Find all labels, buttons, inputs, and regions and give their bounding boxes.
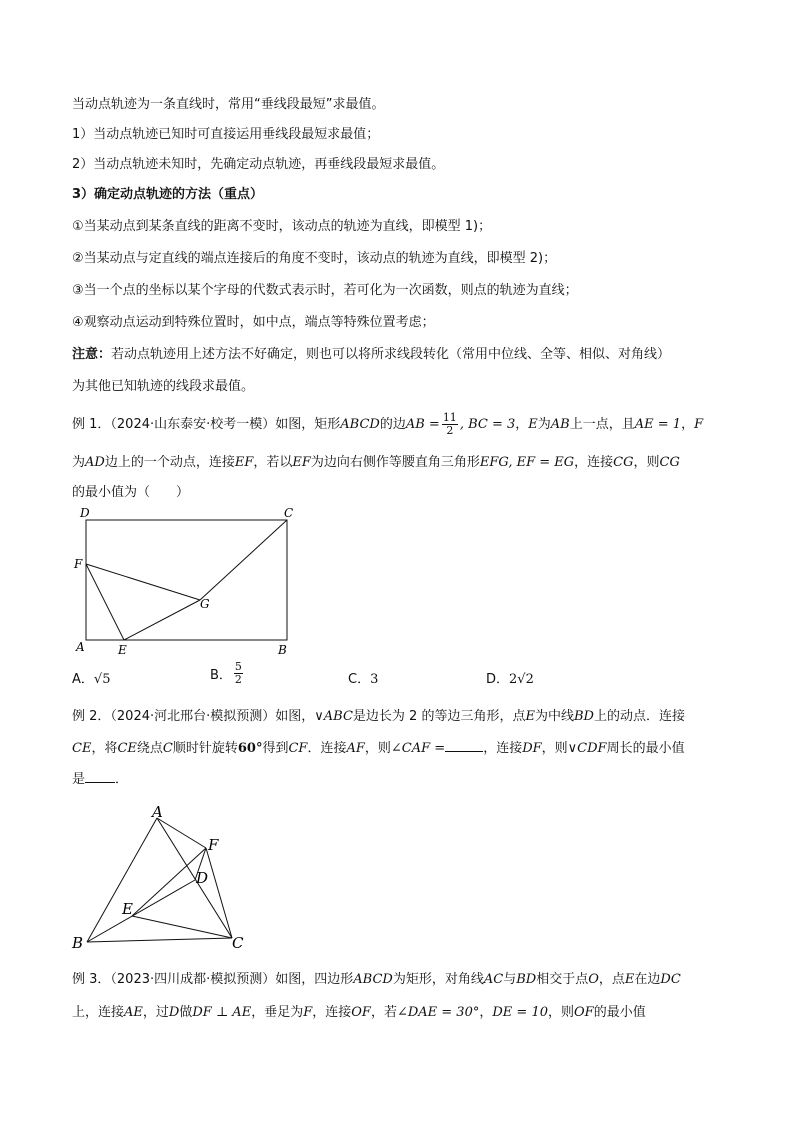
note-text: 若动点轨迹用上述方法不好确定，则也可以将所求线段转化（常用中位线、全等、相似、对角线）	[111, 347, 671, 362]
segment-fg	[86, 564, 200, 600]
answer-blank-2[interactable]	[85, 770, 115, 783]
label-c: C	[284, 506, 294, 520]
ex1-fraction: $\frac{11}{2}$	[442, 411, 457, 437]
option-d[interactable]: D．2√2	[486, 672, 534, 687]
ex2-figure	[65, 800, 265, 955]
label-a: A	[152, 803, 163, 821]
option-c[interactable]: C．3	[348, 672, 379, 687]
label-e: E	[122, 900, 133, 918]
ex2-line-2: CE，将CE绕点C顺时针旋转60°得到CF．连接AF，则∠CAF = ，连接DF，则∨CDF周长的最小值	[72, 741, 685, 756]
note-label: 注意：	[72, 347, 112, 362]
label-d: D	[80, 506, 90, 520]
segment-bc	[87, 938, 232, 942]
rectangle-abcd	[86, 520, 287, 640]
method-2: ②当某动点与定直线的端点连接后的角度不变时，该动点的轨迹为直线，即模型 2)；	[72, 251, 557, 266]
label-c: C	[232, 934, 244, 952]
intro-line-3: 2）当动点轨迹未知时，先确定动点轨迹，再垂线段最短求最值。	[72, 157, 445, 172]
segment-ab	[87, 818, 157, 942]
segment-ec	[132, 916, 232, 938]
ex1-figure	[70, 505, 310, 660]
ex3-line-1: 例 3．（2023·四川成都·模拟预测）如图，四边形ABCD为矩形，对角线AC与BD相交于点O，点E在边DC	[72, 972, 681, 987]
label-f: F	[208, 836, 219, 854]
segment-eg	[124, 600, 200, 640]
ex1-line-1: 例 1．（2024·山东泰安·校考一模）如图，矩形ABCD的边AB = $\frac{11}{2}$ , BC = 3，E为AB上一点，且AE = 1，F	[72, 411, 704, 437]
label-g: G	[200, 597, 210, 611]
segment-ef	[132, 848, 209, 916]
intro-line-1: 当动点轨迹为一条直线时，常用“垂线段最短”求最值。	[72, 97, 385, 112]
ex2-line-3: 是 ．	[72, 772, 129, 787]
label-b: B	[278, 643, 287, 657]
method-1: ①当某动点到某条直线的距离不变时，该动点的轨迹为直线，即模型 1)；	[72, 219, 492, 234]
method-heading: 3）确定动点轨迹的方法（重点）	[72, 187, 264, 202]
ex1-line-3: 的最小值为（ ）	[72, 485, 190, 500]
segment-af	[157, 818, 206, 848]
ex3-line-2: 上，连接AE，过D做DF ⊥ AE，垂足为F，连接OF，若∠DAE = 30°，DE = 10，则OF的最小值	[72, 1005, 646, 1020]
ex2-line-1: 例 2．（2024·河北邢台·模拟预测）如图，∨ABC是边长为 2 的等边三角形，点E为中线BD上的动点．连接	[72, 709, 685, 724]
label-a: A	[76, 640, 85, 654]
option-a[interactable]: A．√5	[72, 672, 111, 687]
note-line-2: 为其他已知轨迹的线段求最值。	[72, 379, 255, 394]
segment-bd	[87, 880, 195, 942]
method-3: ③当一个点的坐标以某个字母的代数式表示时，若可化为一次函数，则点的轨迹为直线；	[72, 283, 578, 298]
segment-ac	[157, 818, 232, 938]
option-b[interactable]: B． $\frac{5}{2}$	[210, 660, 242, 686]
intro-line-2: 1）当动点轨迹已知时可直接运用垂线段最短求最值；	[72, 127, 380, 142]
segment-ef	[86, 564, 124, 640]
label-e: E	[118, 643, 127, 657]
label-f: F	[74, 557, 83, 571]
label-b: B	[72, 934, 84, 952]
answer-blank-1[interactable]	[445, 739, 483, 752]
segment-fc	[206, 848, 232, 938]
ex1-line-2: 为AD边上的一个动点，连接EF，若以EF为边向右侧作等腰直角三角形EFG, EF = EG，连接CG，则CG	[72, 455, 680, 470]
segment-gc	[200, 520, 287, 600]
note-line-1	[72, 346, 670, 364]
method-4: ④观察动点运动到特殊位置时，如中点，端点等特殊位置考虑；	[72, 315, 435, 330]
label-d: D	[196, 869, 209, 887]
